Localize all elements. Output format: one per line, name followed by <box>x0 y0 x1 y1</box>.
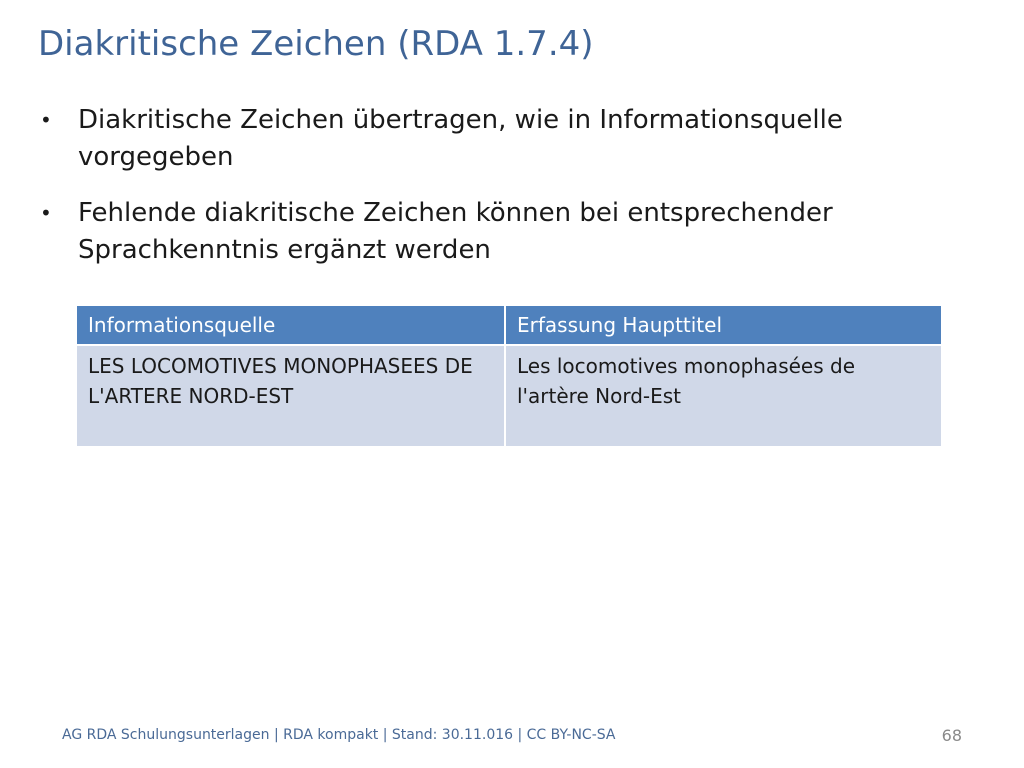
slide-title: Diakritische Zeichen (RDA 1.7.4) <box>38 24 594 64</box>
slide-footer: AG RDA Schulungsunterlagen | RDA kompakt | Stand: 30.11.016 | CC BY-NC-SA <box>62 727 616 743</box>
table-cell-source: LES LOCOMOTIVES MONOPHASEES DE L'ARTERE NORD-EST <box>77 346 504 446</box>
table-row <box>77 346 941 446</box>
table-header-informationsquelle: Informationsquelle <box>77 306 504 344</box>
bullet-item <box>38 195 978 269</box>
bullet-marker: • <box>40 201 52 225</box>
comparison-table <box>75 304 943 448</box>
bullet-list <box>38 102 978 288</box>
page-number: 68 <box>941 726 962 745</box>
bullet-text: Fehlende diakritische Zeichen können bei entsprechender Sprachkenntnis ergänzt werden <box>78 198 833 265</box>
table-header-erfassung-haupttitel: Erfassung Haupttitel <box>506 306 941 344</box>
bullet-marker: • <box>40 108 52 132</box>
bullet-item <box>38 102 978 176</box>
table-header-row <box>77 306 941 344</box>
bullet-text: Diakritische Zeichen übertragen, wie in Informationsquelle vorgegeben <box>78 105 843 172</box>
table-cell-title: Les locomotives monophasées de l'artère Nord-Est <box>506 346 941 446</box>
